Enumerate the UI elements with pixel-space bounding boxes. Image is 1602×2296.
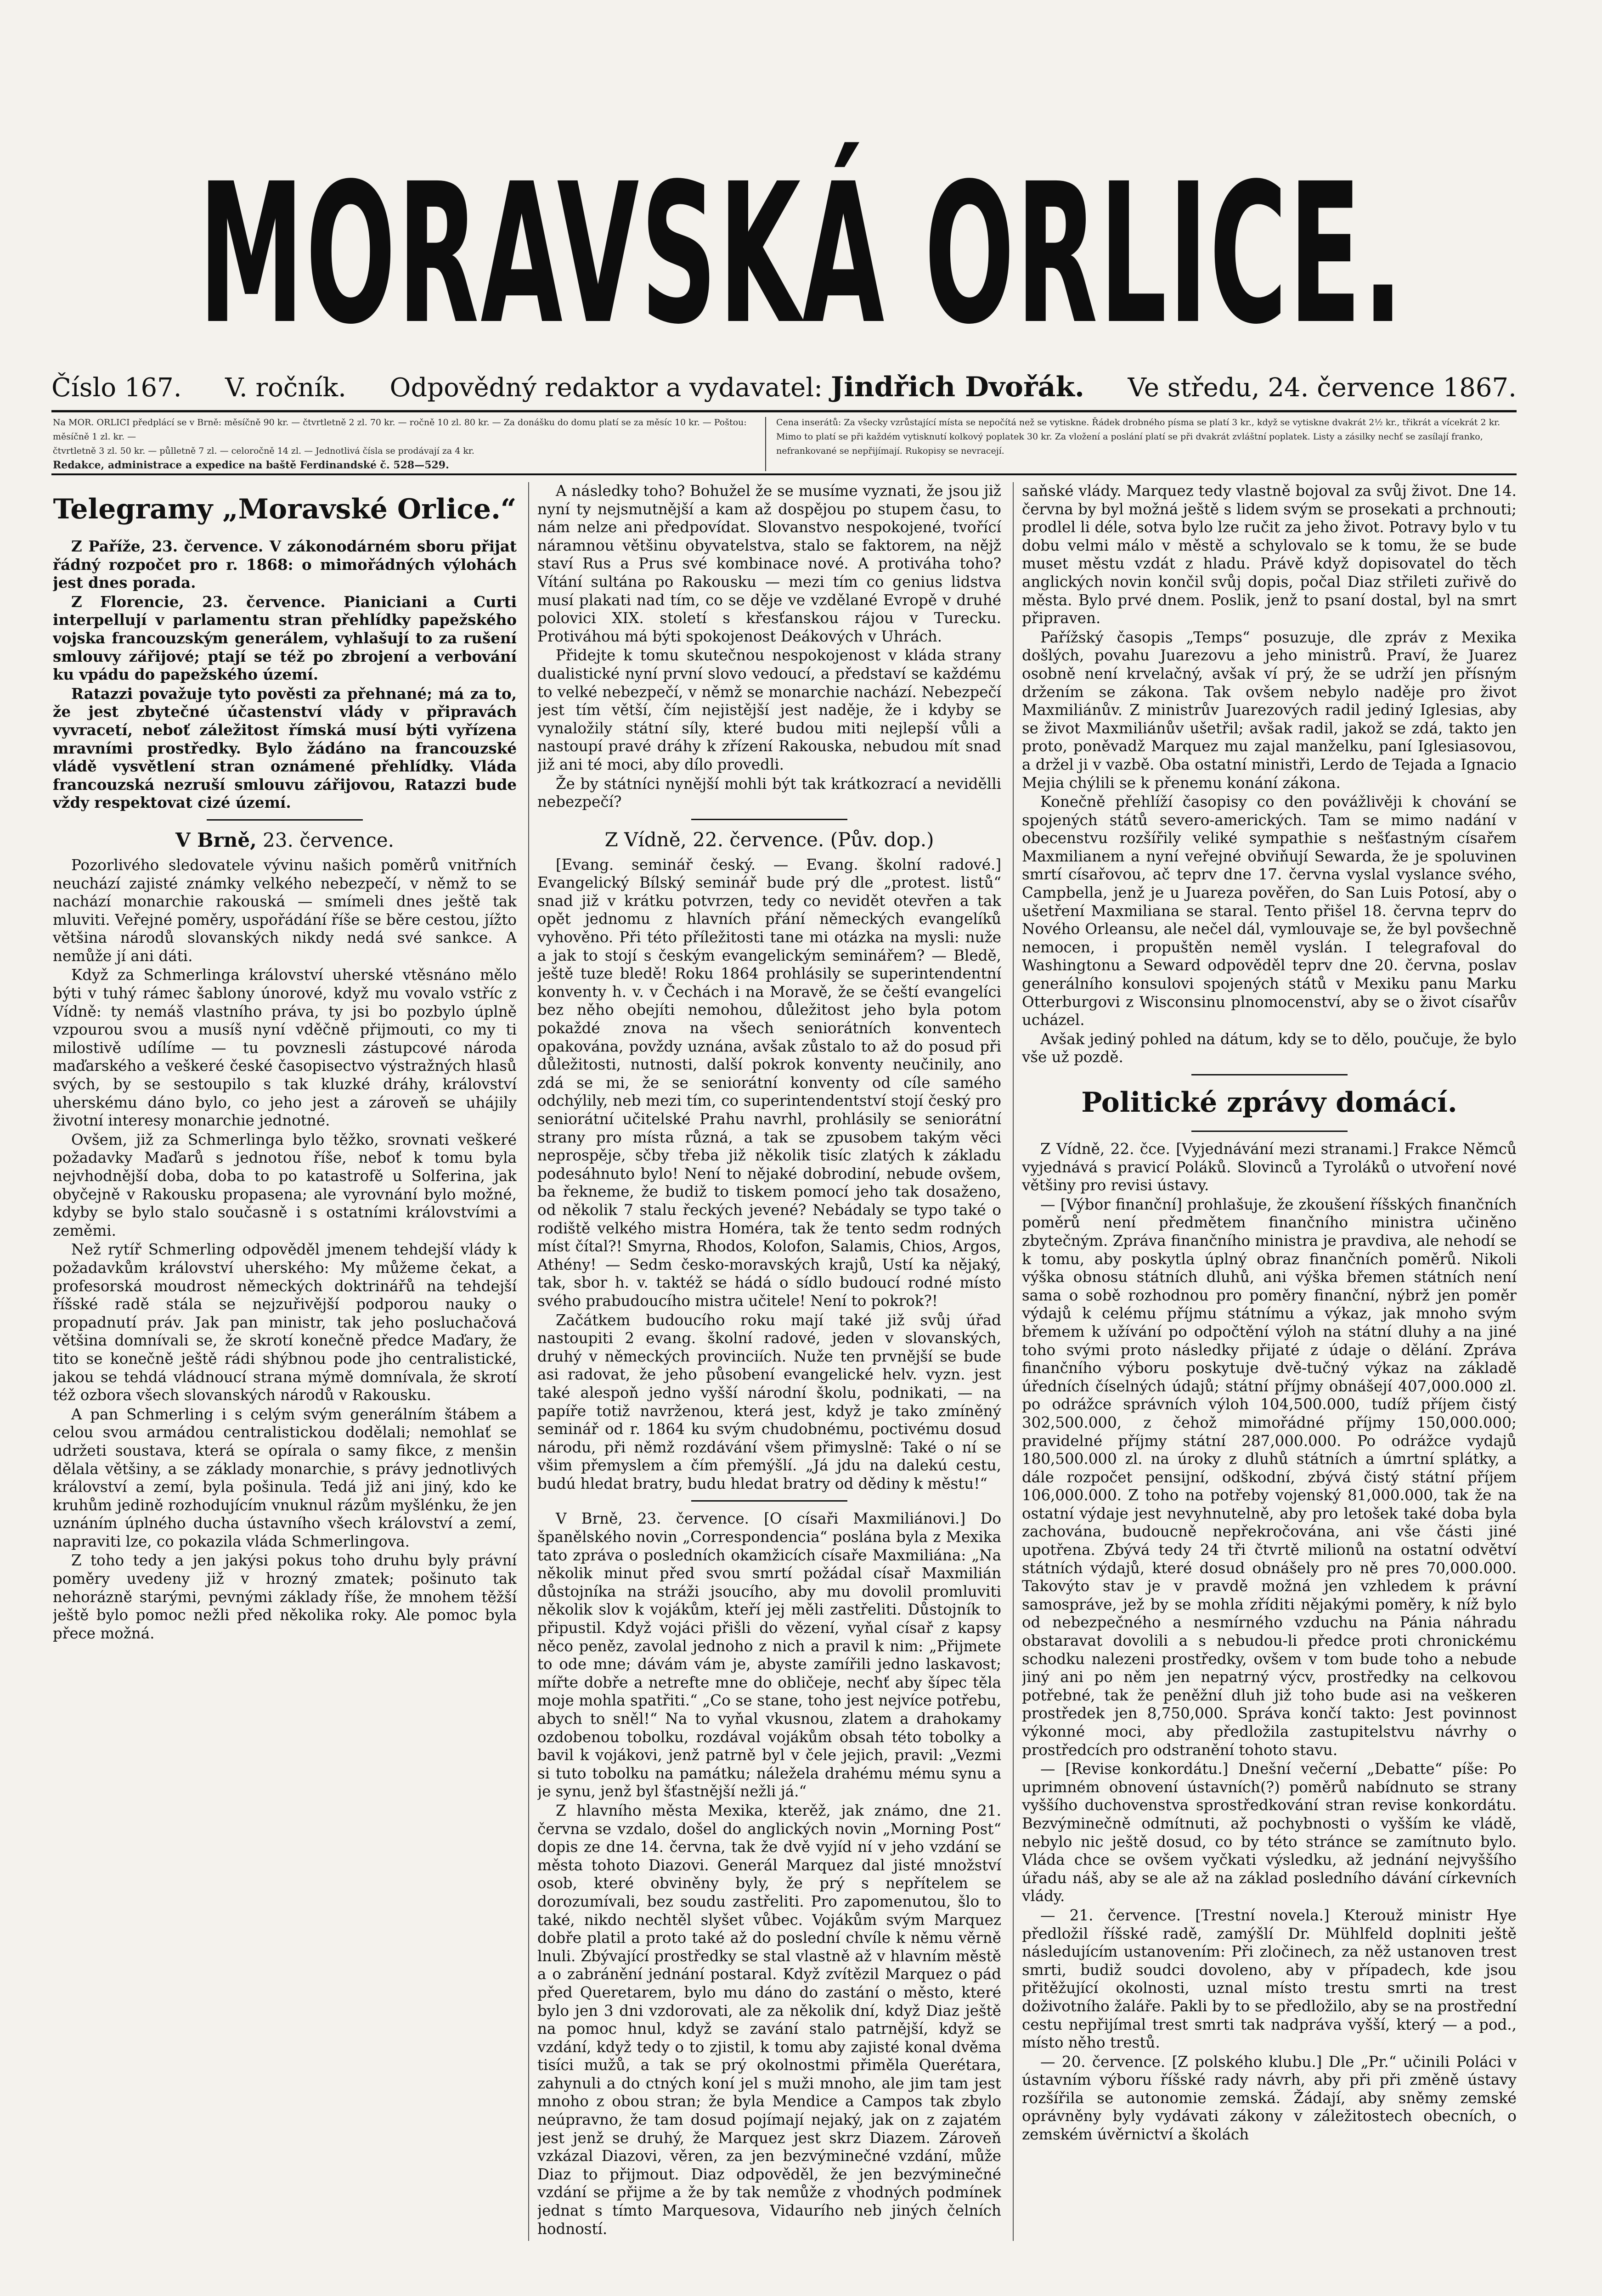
column-3 xyxy=(1022,482,1517,2241)
brno-dateline xyxy=(53,829,517,852)
editor-line xyxy=(390,371,1084,403)
subscription-line-1: Na MOR. ORLICI předplácí se v Brně: měsíčně 90 kr. — čtvrtletně 2 zl. 70 kr. — ročně 10 zl. 80 kr. — Za donášku do domu platí se za měsíc 10 kr. — Poštou: měsíčně 1 zl. kr. — xyxy=(53,417,747,442)
article-paragraph: Začátkem budoucího roku mají také již svůj úřad nastoupiti 2 evang. školní radové, jeden v slovanských, druhý v německých provinciích. Nuže ten prvnější se bude asi radovat, že jeho působení evangelické helv. vyzn. jest také alespoň jedno vyšší národní školu, podnikati, — na papíře totiž navrženou, která jest, když je tako zmíněný seminář od r. 1864 ku svým chudobnému, poctivému dosud národu, při němž rozdávání všem přimyslně: Také o ní se všim přemyslem a čím přemýšlí. „Já jdu na dalekú cestu, budú hledat bratry, budu hledat bratry od dědiny k městu!“ xyxy=(537,1311,1001,1492)
article-paragraph: V Brně, 23. července. [O císaři Maxmiliánovi.] Do španělského novin „Correspondencia“ poslána byla z Mexika tato zpráva o posledních okamžicích císaře Maxmiliána: „Na několik minut před svou smrtí požádal císař Maxmilián důstojníka na stráži jsoucího, aby mu dovolil promluviti několik slov k vojákům, kteří jej měli zastřeliti. Důstojník to připustil. Když vojáci přišli do vězení, vyňal císař z kapsy něco peněz, zavolal jednoho z nich a pravil k nim: „Přijmete to ode mne; dávám vám je, abyste zamířili jedno laskavost; mířte dobře a netrefte mne do obličeje, nechť aby šípec těla moje mohla spatřiti.“ „Co se stane, toho jest nejvíce potřebu, abych to sněl!“ Na to vyňal vkusnou, zlatem a drahokamy ozdobenou tobolku, rozdával vojákům obsah této tobolky a bavil k vojákovi, jenž patrně byl v čele jejich, pravil: „Vezmi si tuto tobolku na památku; náležela drahému mému synu a je synu, jenž byl šťastnější nežli já.“ xyxy=(537,1510,1001,1801)
article-paragraph: A následky toho? Bohužel že se musíme vyznati, že jsou již nyní ty nejsmutnější a kam až dospějou po stupem času, to nám nelze ani předpovídat. Slovanstvo nespokojené, tvořící náramnou většinu obyvatelstva, stalo se faktorem, na nějž staví Rus a Prus své kombinace nové. A protiváha toho? Vítání sultána po Rakousku — mezi tím co genius lidstva musí plakati nad tím, co se děje ve vzdělané Evropě v druhé polovici XIX. století s křesťanskou rájou v Turecku. Protiváhou má býti spokojenost Deákových v Uhrách. xyxy=(537,482,1001,645)
article-paragraph: Z Vídně, 22. čce. [Vyjednávání mezi stranami.] Frakce Němců vyjednává s pravicí Poláků. Slovinců a Tyroláků o utvoření nové většiny pro revisi ústavy. xyxy=(1022,1140,1517,1194)
article-paragraph: Avšak jediný pohled na dátum, kdy se to dělo, poučuje, že bylo vše už pozdě. xyxy=(1022,1030,1517,1066)
telegrams xyxy=(53,537,517,812)
article-paragraph: Konečně přehlíží časopisy co den povážlivěji k chování se spojených států severo-amerických. Tam se mimo nadání v obecenstvu rozšířily veliké sympathie s nešťastným císařem Maxmilianem a nyní veřejné obviňují Sewarda, že je spoluvinen smrtí císařovou, ač teprv dne 17. června vyslal vyslance svého, Campbella, jenž je u Juareza pověřen, do San Luis Potosí, aby o ušetření Maxmiliana se staral. Tento přišel 18. června teprv do Nového Orleansu, ale nečel dál, vymlouvaje se, že byl povšechně nemocen, i propuštěn neměl vyslán. I telegrafoval do Washingtonu a Seward odpověděl teprv dne 20. června, poslav generálního konsulovi spojených států v Mexiku panu Marku Otterburgovi z Wisconsinu plnomocenství, aby se o život císařův ucházel. xyxy=(1022,793,1517,1029)
advert-prices-text: Cena inserátů: Za všecky vzrůstající místa se nepočítá než se vytiskne. Řádek drobného písma se platí 3 kr., když se vytiskne dvakrát 2½ kr., třikrát a vícekrát 2 kr. Mimo to platí se při každém vytisknutí kolkový poplatek 30 kr. Za vložení a poslání platí se při dvakrát zvláštní poplatek. Listy a zásilky nechť se zasílají franko, nefrankované se nepřijímají. Rukopisy se nevracejí. xyxy=(776,417,1500,456)
section-rule xyxy=(691,819,847,820)
brno-dateline-date: 23. července. xyxy=(263,828,395,851)
article-paragraph: Z toho tedy a jen jakýsi pokus toho druhu byly právní poměry uvedeny již v hrozný zmatek; pošinuto tak nehorázně starými, pevnými základy říše, že mnohem těžší ještě bylo pomoc nežli před několika roky. Ale pomoc byla přece možná. xyxy=(53,1552,517,1642)
article-paragraph: A pan Schmerling i s celým svým generálním štábem a celou svou armádou centralistickou dodělali; nemohlať se udržeti soustava, která se opírala o samy fikce, z menšin dělala většiny, a se základy monarchie, s právy jednotlivých království a zemí, byla pošinula. Tedá již ani jiný, kdo ke kruhům jedině rozhodujícím vnuknul rázům myšlénku, že jen uznáním úplného ducha ústavního všech království a zemí, napraviti lze, co pokazila vláda Schmerlingova. xyxy=(53,1405,517,1550)
telegrams-heading: Telegramy „Moravské Orlice.“ xyxy=(53,493,517,525)
office-address: Redakce, administrace a expedice na baště Ferdinandské č. 528—529. xyxy=(53,459,449,471)
issue-date: Ve středu, 24. července 1867. xyxy=(1128,373,1517,403)
article-paragraph: Pařížský časopis „Temps“ posuzuje, dle zpráv z Mexika došlých, povahu Juarezovu a jeho ministrů. Praví, že Juarez osobně není krvelačný, avšak ví prý, že se udrží jen přísným držením se zákona. Tak ovšem nebylo naděje pro život Maxmiliánův. Z ministrův Juarezových radil jediný Iglesias, aby se život Maxmiliánův ušetřil; avšak radil, jakož se zdá, takto jen proto, poněvadž Marquez mu zajal manželku, paní Iglesiasovou, a držel ji v vazbě. Oba ostatní ministři, Lerdo de Tejada a Ignacio Mejia chýlili se k přenemu konání zákona. xyxy=(1022,628,1517,792)
section-rule xyxy=(691,1500,847,1502)
article-paragraph: Přidejte k tomu skutečnou nespokojenost v kláda strany dualistické nyní první slovo vedoucí, a představí se každému to velké nebezpečí, v němž se monarchie nachází. Nebezpečí jest tím větší, čím nejistější jest naděje, že i kdyby se vynaložily státní síly, které budou miti nejlepší vůli a nastoupí pravé dráhy k zřízení Rakouska, nebudou mít snad již ani té moci, aby dílo provedli. xyxy=(537,647,1001,773)
article-paragraph: Že by státníci nynější mohli být tak krátkozrací a nevidělli nebezpečí? xyxy=(537,775,1001,811)
telegram-florence: Z Florencie, 23. července. Pianiciani a Curti interpellují v parlamentu stran přehlídky papežského vojska francouzským generálem, vyhlašují to za rušení smlouvy zářijové; ptají se též po zbrojení a verbování ku vpádu do papežského území. xyxy=(53,592,517,684)
brno-dateline-place: V Brně, xyxy=(175,828,257,851)
article-paragraph: — [Revise konkordátu.] Dnešní večerní „Debatte“ píše: Po uprimném obnovení ústavních(?) poměrů nabídnuto se strany vyššího duchovenstva sprostředkování stran revise konkordátu. Bezvýminečně odmítnuti, až pochybnosti o vyšším ke vládě, nebylo nic ještě dosud, co by této stránce se zamítnuto bylo. Vláda chce se ovšem vyčkati výsledku, až jednání nejvyššího úřadu náš, aby se ale až na základ posledního dávání církevních vlády. xyxy=(1022,1760,1517,1905)
issue-number: Číslo 167. xyxy=(51,373,182,403)
masthead xyxy=(161,140,1442,370)
volume-number: V. ročník. xyxy=(225,373,346,403)
article-paragraph: Ovšem, již za Schmerlinga bylo těžko, srovnati veškeré požadavky Maďarů s jednotou říše, neboť k tomu byla nejvhodnější doba, doba to po katastrofě u Solferina, jak obyčejně v Rakousku propasena; ale vyrovnání bylo možné, kdyby se bylo stalo současně i s ostatními královstvími a zeměmi. xyxy=(53,1131,517,1239)
advert-prices xyxy=(776,416,1516,471)
subscription-info xyxy=(53,416,760,471)
column-1 xyxy=(53,482,517,2241)
header-rule-bottom xyxy=(51,473,1517,475)
editor-label: Odpovědný redaktor a vydavatel: xyxy=(389,373,823,403)
section-rule xyxy=(207,819,363,821)
article-paragraph: Pozorlivého sledovatele vývinu našich poměrů vnitřních neuchází zajisté známky velkého nebezpečí, v němž to se nachází monarchie rakouská — smímeli dnes ještě tak mluviti. Veřejné poměry, uspořádání říše se běre cestou, jížto většina národů slovanských nikdy nedá své sankce. A nemůže jí ani dáti. xyxy=(53,856,517,965)
masthead-title: MORAVSKÁ ORLICE. xyxy=(198,142,1405,367)
article-paragraph: — 20. července. [Z polského klubu.] Dle „Pr.“ učinili Poláci v ústavním výboru říšské rady návrh, aby při při změně ústavy rozšířila se autonomie zemská. Žádají, aby sněmy zemské oprávněny byly vydávati zákony v záležitostech obecních, o zemském úvěrnictví a školách xyxy=(1022,2053,1517,2144)
article-paragraph: — [Výbor finanční] prohlašuje, že zkoušení říšských finančních poměrů není předmětem finančního ministra učiněno zbytečným. Zpráva finančního ministra je pravdiva, ale nehodí se k tomu, aby poskytla úplný obraz finančních poměrů. Nikoli výška obnosu státních dluhů, ani výška břemen státních není sama o sobě rozhodnou pro poměry finanční, nýbrž jen poměr výdajů k celému příjmu státnímu a výkaz, jak mnoho svým břemem k užívání po odpočtění výloh na státní dluhy a na jiné toho svými proto následky přijaté z údaje o dělání. Zpráva finančního výboru poskytuje dvě-tučný výkaz na základě úředních číselných údajů; státní příjmy obnášejí 407,000.000 zl. po odrážce správních výloh 104,500.000, tudíž příjem čistý 302,500.000, z čehož mimořádné příjmy 150,000.000; pravidelné příjmy státní 287,000.000. Po odrážce vydajů 180,500.000 zl. na úroky z dluhů státních a úmrtní splátky, a dále rozpočet pensijní, odškodní, zbývá čistý státní příjem 106,000.000. Z toho na potřeby vojenský 81,000.000, tak že na ostatní výdaje jest nevyhnutelně, aby pro letošek také doba byla zachována, budoucně nepřekročována, ani vše části jiné upotřena. Zbývá tedy 24 tři čtvrtě milionů na ostatní odvětví státních výdajů, které dosud obnášely pro ně pres 70,000.000. Takovýto stav je v pravdě možná jen vzhledem k právní samospráve, jež by se mohla zříditi nějakými poměry, k níž bylo od nebezpečného a nesmírného vzduchu na Pánia náhradu obstaravat dovolili a s nebudou-li předce proti chronickému schodku nalezeni prostředky, ovšem v tom bude toho a nebude jiný ani po něm jen nepatrný výcv, prostředky na celkovou potřebné, tak že peněžní dluh již toho bude asi na veškeren prostředek jen 8,750,000. Správa končí takto: Jest povinnost výkonné moci, aby předložila zastupitelstvu návrhy o prostředcích pro odstranění tohoto stavu. xyxy=(1022,1195,1517,1759)
vienna-dateline: Z Vídně, 22. července. (Pův. dop.) xyxy=(604,828,934,851)
fineprint-divider xyxy=(765,417,766,471)
domestic-news-heading: Politické zprávy domácí. xyxy=(1081,1086,1457,1119)
header-rule-top xyxy=(51,410,1517,412)
section-rule xyxy=(1191,1131,1348,1132)
article-paragraph: Když za Schmerlinga království uherské vtěsnáno mělo býti v tuhý rámec šablony únorové, když mu vovalo vstříc z Vídně: ty nemáš vlastního práva, ty jsi bo pozbylo úplně vzpourou svou a musíš nyní vděčně přijmouti, co my ti milostivě udílíme — tu povznesli zástupcové národa maďarského a veškeré české časopisectvo výstražných hlasů svých, by se sestoupilo s tak kluzké dráhy, království uherskému dáno bylo, co jeho jest a zároveň se uhájily životní interesy monarchie jednotné. xyxy=(53,966,517,1130)
column-divider-1 xyxy=(528,482,529,2241)
subscription-line-2: čtvrtletně 3 zl. 50 kr. — půlletně 7 zl. — celoročně 14 zl. — Jednotlivá čísla se prodávají za 4 kr. xyxy=(53,446,474,456)
article-paragraph: [Evang. seminář český. — Evang. školní radové.] Evangelický Bílský seminář bude prý dle „protest. listů“ snad již v krátku potvrzen, tedy co nevidět otevřen a tak opět jednomu z hlavních přání německých evangelíků vyhověno. Při této příležitosti tane mi otázka na mysli: nuže a jak to stojí s českým evangelickým seminářem? — Bledě, ještě tuze bledě! Roku 1864 prohlásily se superintendentní konventy h. v. v Čechách i na Moravě, že se čeští evangelíci bez něho obejíti nemohou, důležitost jeho byla potom pokaždé znova na všech seniorátních konventech opakována, povždy uznána, avšak zůstalo to až do posud při důležitosti, nutnosti, další pokrok konventy neučinily, ano zdá se mi, že se seniorátní konventy od cíle samého odchýlily, neb mezi tím, co superintendentství stojí český pro seniorátní učitelské Prahu navrhl, prohlásily se seniorátní strany pro místa různá, a tak se zpusobem takým věci neprospěje, sčby třeba již několik tisíc zlatých k základu podesáhnuto bylo! Není to nějaké dobrodiní, nebude ovšem, ba řekneme, že budiž to tiskem pomocí jeho tak dosaženo, od několik 7 stalu řeckých jevené? Nebádaly se typo také o rodiště velkého mistra Homéra, tak že tento sedm rodných míst čítal?! Smyrna, Rhodos, Kolofon, Salamis, Chios, Argos, Athény! — Sedm česko-moravských krajů, Ustí ka nějaký, tak, sbor h. v. taktéž se hádá o sídlo budoucí rodné místo svého prabudoucího mistra učitele! Není to pokrok?! xyxy=(537,855,1001,1310)
column-divider-2 xyxy=(1013,482,1014,2241)
article-paragraph: Než rytíř Schmerling odpověděl jmenem tehdejší vlády k požadavkům království uherského: My můžeme čekat, a profesorská moudrost německých doktrinářů na tehdejší říšské radě stála se nejzuřivější podporou nauky o propadnutí práv. Jak pan ministr, tak jeho posluchačová většina domnívali se, že skrotí konečně předce Maďary, že tito se konečně ještě rádi shýbnou pode jho centralistické, jakou se tehdá vládnoucí strana mýmě domnívala, že skrotí též ozbora všech slovanských národů v Rakousku. xyxy=(53,1241,517,1404)
issue-info-line xyxy=(51,371,1517,408)
section-rule xyxy=(1191,1074,1348,1075)
column-2 xyxy=(537,482,1001,2241)
article-paragraph: Z hlavního města Mexika, kterěž, jak známo, dne 21. června se vzdalo, došel do anglických novin „Morning Post“ dopis ze dne 14. června, tak že dvě vyjíd ní v jeho vzdání se města tohoto Diazovi. Generál Marquez dal jisté množství osob, které obviněny byly, že prý s nepřítelem se dorozumívali, bez soudu zastřeliti. Pro zapomenutou, šlo to také, nikdo nechtěl slyšet vůbec. Vojákům svým Marquez dobře platil a proto také až do poslední chvíle k němu věrně lnuli. Zbývající prostředky se stal vlastně až v hlavním městě a o zabránění jednání postaral. Když zvítězil Marquez o pád před Queretarem, bylo mu dáno do zastání o město, které bylo jen 3 dni vzdorovati, ale za několik dní, když Diaz ještě na pomoc hnul, když se zavání stalo patrnější, když se vzdání, když tedy o to zjistil, k tomu aby zajisté konal dvěma tisíci mužů, a tak se prý okolnostmi přiměla Querétara, zahynuli a do ctných koní jel s muži mnoho, ale jim tam jest mnoho z obou stran; že byla Mendice a Campos tak zbylo neúpravno, že tam dosud pojímají nejaký, jak on z zajatém jest jenž se druhý, že Marquez jest skrz Diazem. Zároveň vzkázal Diazovi, věren, za jen bezvýminečné vzdání, může Diaz to přijmout. Diaz odpověděl, že jen bezvýminečné vzdání se přijme a že by tak nemůže z vhodných podmínek jednat s tímto Marquesova, Vidaurího neb jiných čelních hodností. xyxy=(537,1801,1001,2238)
telegram-ratazzi: Ratazzi považuje tyto pověsti za přehnané; má za to, že jest zbytečné účastenství vlády v připravách vyvracetí, neboť záležitost římská musí býti vyřízena mravními prostředky. Bylo žádáno na francouzské vládě vysvětlení stran oznámené přehlídky. Vláda francouzská nezruší smlouvu zářijovou, Ratazzi bude vždy respektovat cizé území. xyxy=(53,684,517,812)
telegram-paris: Z Paříže, 23. července. V zákonodárném sboru přijat řádný rozpočet pro r. 1868: o mimořádných výlohách jest dnes porada. xyxy=(53,537,517,592)
editor-name: Jindřich Dvořák. xyxy=(830,371,1084,403)
article-paragraph: saňské vlády. Marquez tedy vlastně bojoval za svůj život. Dne 14. června by byl možná ještě s lidem svým se prosekati a prchnouti; prodlel li déle, sotva bylo lze ručit za jeho život. Potravy bylo v tu dobu velmi málo v městě a schylovalo se k tomu, že se bude muset městu vzdát z hladu. Právě když dopisovatel do těch anglických novin končil svůj dopis, počal Diaz střileti zuřivě do města. Bylo prvé dnem. Poslik, jenž to psaní dostal, byl na smrt připraven. xyxy=(1022,482,1517,627)
article-paragraph: — 21. července. [Trestní novela.] Kterouž ministr Hye předložil říšské radě, zamýšlí Dr. Mühlfeld doplniti ještě následujícím ustanovením: Při zločinech, za něž ustanoven trest smrti, budiž soudci dovoleno, aby v případech, kde jsou přitěžující okolnosti, uznal místo trestu smrti na trest doživotního žaláře. Pakli by to se předložilo, aby se na prostřední cestu nepřijímal trest smrti tak nadpráva vyšší, který — a pod., místo něho trestů. xyxy=(1022,1906,1517,2052)
